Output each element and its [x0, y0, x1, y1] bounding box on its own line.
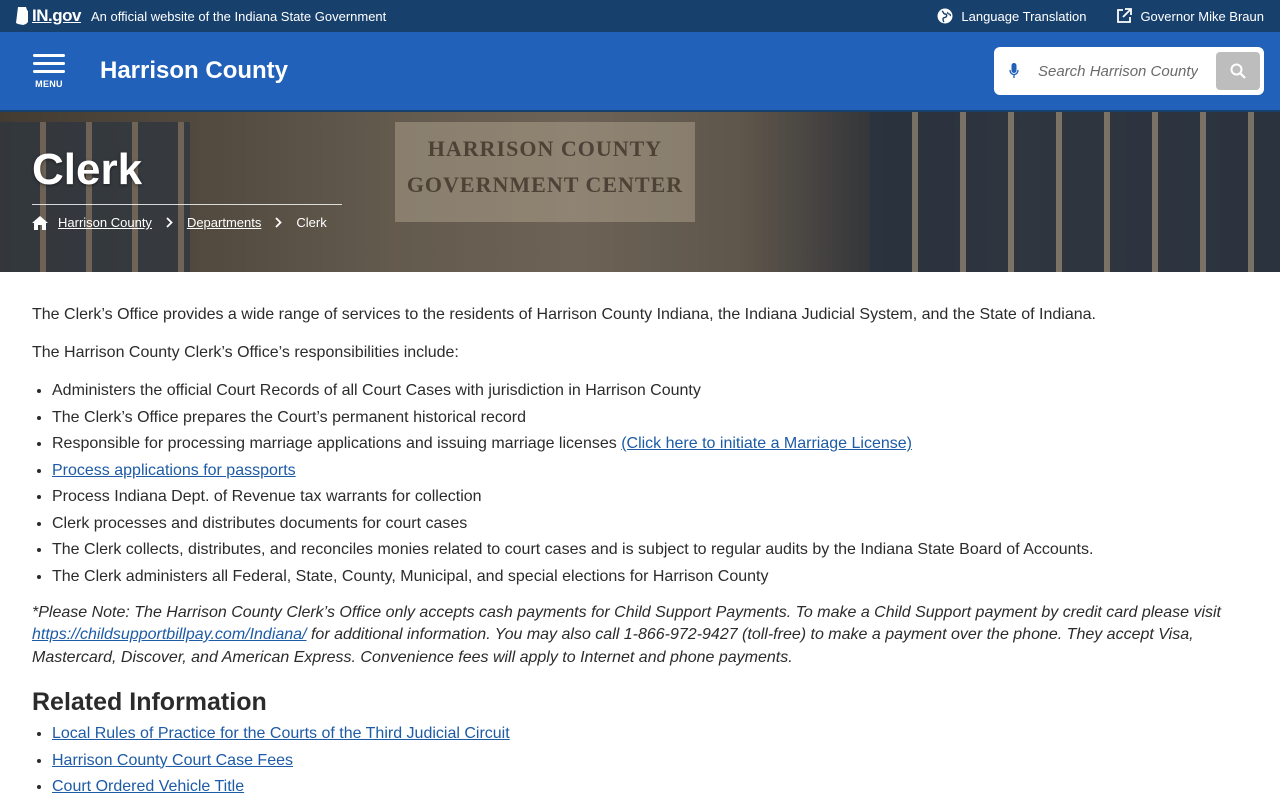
- page-title: Clerk: [32, 145, 143, 194]
- main-content: [0, 272, 1280, 798]
- hamburger-icon-bar: [33, 62, 65, 65]
- local-rules-link[interactable]: Local Rules of Practice for the Courts of the Third Judicial Circuit: [52, 725, 510, 742]
- building-windows-right: [870, 112, 1280, 272]
- official-website-text: An official website of the Indiana State Government: [90, 8, 387, 24]
- building-sign: [395, 122, 695, 222]
- note-text-continued: for additional information. You may also call 1-866-972-9427 (toll-free) to make a payment over the phone. They accept Visa, Mastercard, Discover, and American Express. Convenience fees will apply to Internet and phone payments.: [32, 626, 1194, 666]
- related-links-list: [32, 723, 1248, 798]
- note-text: *Please Note: The Harrison County Clerk’s Office only accepts cash payments for Child Support Payments. To make a Child Support payment by credit card please visit: [32, 603, 1221, 621]
- governor-link[interactable]: [1116, 8, 1264, 24]
- chevron-right-icon: [275, 217, 282, 228]
- vehicle-title-link[interactable]: Court Ordered Vehicle Title: [52, 778, 245, 795]
- list-item: • The Clerk collects, distributes, and reconciles monies related to court cases and is subject to regular audits by the Indiana State Board of Accounts.: [52, 539, 1248, 561]
- site-title[interactable]: Harrison County: [100, 57, 289, 84]
- intro-paragraph: The Clerk’s Office provides a wide range of services to the residents of Harrison County Indiana, the Indiana Judicial System, and the State of Indiana.: [32, 306, 1096, 323]
- state-topbar: [0, 0, 1280, 32]
- list-item: [52, 460, 1248, 482]
- breadcrumb-harrison-county[interactable]: Harrison County: [58, 215, 152, 230]
- list-item: • The Clerk’s Office prepares the Court’s permanent historical record: [52, 407, 1248, 429]
- home-icon[interactable]: [32, 216, 48, 230]
- search-icon: [1230, 63, 1246, 79]
- site-header: [0, 32, 1280, 112]
- search-box: [994, 47, 1264, 95]
- list-item: • Process Indiana Dept. of Revenue tax warrants for collection: [52, 486, 1248, 508]
- marriage-license-link[interactable]: (Click here to initiate a Marriage License): [621, 435, 912, 452]
- building-sign-line2: GOVERNMENT CENTER: [406, 172, 684, 197]
- search-input[interactable]: [1038, 63, 1198, 80]
- menu-button[interactable]: [32, 54, 66, 89]
- indiana-state-icon: [16, 7, 30, 25]
- court-case-fees-link[interactable]: Harrison County Court Case Fees: [52, 751, 293, 769]
- related-information-heading: Related Information: [32, 688, 267, 716]
- language-translation-label: Language Translation: [961, 8, 1087, 24]
- hamburger-icon-bar: [33, 70, 65, 73]
- passport-applications-link[interactable]: Process applications for passports: [52, 461, 296, 479]
- breadcrumb-current: Clerk: [296, 215, 327, 230]
- list-item: • The Clerk administers all Federal, State, County, Municipal, and special elections for Harrison County: [52, 566, 1248, 588]
- list-item: [52, 776, 1248, 798]
- list-item: • Clerk processes and distributes documents for court cases: [52, 513, 1248, 535]
- breadcrumb-departments[interactable]: Departments: [186, 215, 262, 230]
- list-item: [52, 433, 1248, 455]
- payment-note: [32, 602, 1248, 670]
- hero-banner: [0, 112, 1280, 272]
- microphone-icon[interactable]: [1006, 63, 1022, 79]
- hamburger-icon: [33, 54, 65, 57]
- building-sign-line1: HARRISON COUNTY: [427, 136, 663, 161]
- breadcrumb: [32, 215, 342, 230]
- external-link-icon: [1116, 8, 1132, 24]
- list-item: • Administers the official Court Records of all Court Cases with jurisdiction in Harrison County: [52, 380, 1248, 402]
- chevron-right-icon: [166, 217, 173, 228]
- list-item: [52, 723, 1248, 745]
- list-item: [52, 750, 1248, 772]
- ingov-logo-text: IN.gov: [32, 6, 81, 25]
- responsibilities-list: [32, 380, 1248, 588]
- responsibilities-heading: The Harrison County Clerk’s Office’s responsibilities include:: [32, 344, 459, 361]
- ingov-logo[interactable]: [16, 6, 81, 26]
- child-support-link[interactable]: https://childsupportbillpay.com/Indiana/: [32, 626, 307, 643]
- search-button[interactable]: [1216, 52, 1260, 90]
- language-translation-link[interactable]: [937, 8, 1086, 24]
- globe-icon: [937, 8, 953, 24]
- title-divider: [32, 204, 342, 205]
- governor-label: Governor Mike Braun: [1140, 8, 1264, 24]
- list-item-text: Responsible for processing marriage applications and issuing marriage licenses: [52, 435, 617, 452]
- menu-label: MENU: [35, 78, 63, 89]
